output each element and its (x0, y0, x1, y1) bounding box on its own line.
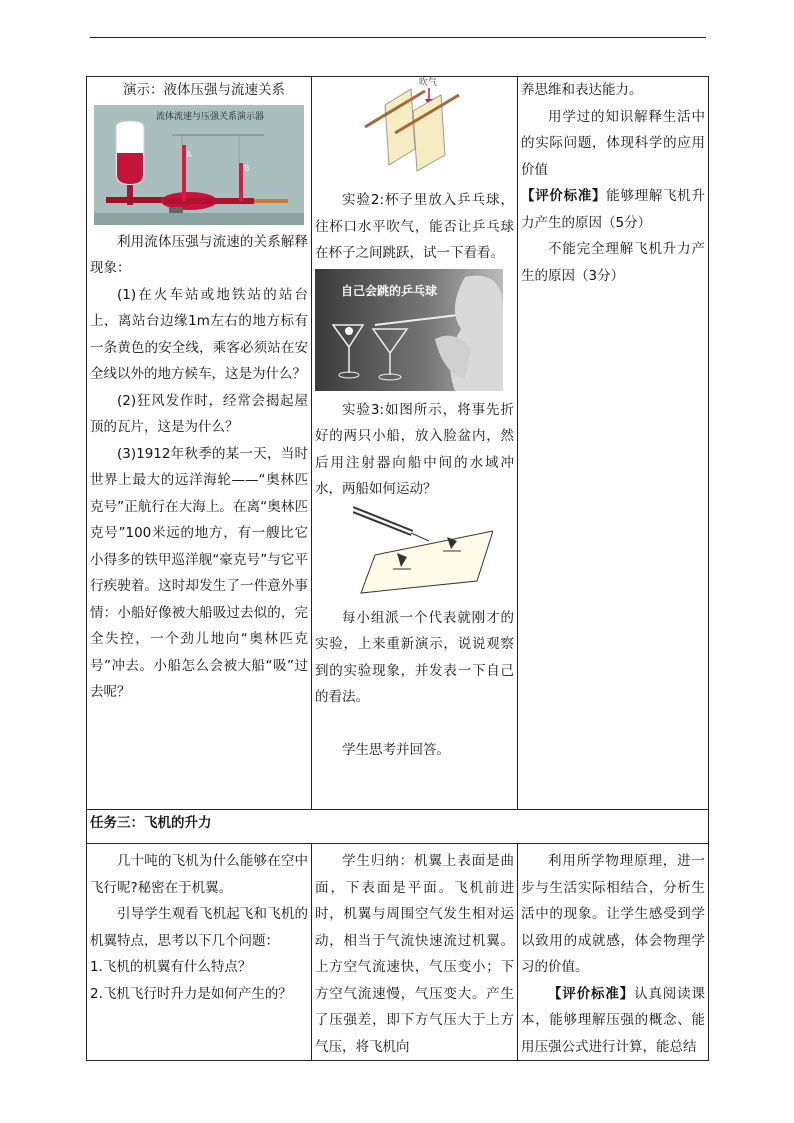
wing-question-1: 1.飞机的机翼有什么特点？ (90, 959, 252, 975)
wing-intro: 几十吨的飞机为什么能够在空中飞行呢?秘密在于机翼。 (90, 853, 308, 896)
evaluation-2: 不能完全理解飞机升力产生的原因（3分） (521, 241, 705, 284)
wing-question-2: 2.飞机飞行时升力是如何产生的？ (90, 985, 292, 1002)
activity-cell (87, 844, 312, 1061)
demo-title: 演示：液体压强与流速关系 (123, 82, 285, 98)
lesson-table (86, 76, 709, 1061)
demo-label-a: A (186, 149, 192, 159)
question-1: (1)在火车站或地铁站的站台上，离站台边缘1m左右的地方标有一条黄色的安全线，乘客必须站在安全线以外的地方候车，这是为什么？ (90, 286, 308, 382)
demo-label-b: B (244, 163, 250, 173)
paper-blow-image (345, 77, 485, 187)
intent-line-1: 养思维和表达能力。 (521, 82, 643, 98)
guide-text: 引导学生观看飞机起飞和飞机的机翼特点，思考以下几个问题： (90, 906, 308, 949)
task-heading: 任务三：飞机的升力 (87, 810, 709, 844)
evaluation-text: 认真阅读课本，能够理解压强的概念、能用压强公式进行计算，能总结 (521, 985, 706, 1055)
boats-image (353, 503, 493, 595)
experiment-2: 实验2:杯子里放入乒乓球，往杯口水平吹气，能否让乒乓球在杯子之间跳跃，试一下看看。 (315, 192, 514, 261)
intent-line-2: 用学过的知识解释生活中的实际问题，体现科学的应用价值 (521, 108, 705, 178)
experiment-3: 实验3:如图所示，将事先折好的两只小船，放入脸盆内，然后用注射器向船中间的水域冲水，两船如何运动？ (315, 401, 514, 497)
student-cell (312, 77, 518, 810)
activity-cell (87, 77, 312, 810)
student-think: 学生思考并回答。 (342, 741, 450, 758)
pingpong-caption: 自己会跳的乒乓球 (341, 283, 438, 298)
question-2: (2)狂风发作时，经常会揭起屋顶的瓦片，这是为什么？ (90, 392, 308, 435)
design-intent-cell (518, 844, 709, 1061)
table-row (87, 844, 709, 1061)
student-summary: 学生归纳：机翼上表面是曲面，下表面是平面。飞机前进时，机翼与周围空气发生相对运动，相当于气流快速流过机翼。上方空气流速快，气压变小；下方空气流速慢，气压变大。产生了压强差，即下方气压大于上方气压，将飞机向 (315, 853, 514, 1055)
evaluation-tag: 【评价标准】 (521, 188, 607, 204)
evaluation-tag: 【评价标准】 (548, 985, 635, 1002)
pressure-demo-image (94, 105, 304, 225)
pingpong-image (315, 269, 503, 391)
group-report: 每小组派一个代表就刚才的实验，上来重新演示，说说观察到的实验现象，并发表一下自己的看法。 (315, 609, 514, 705)
blow-label: 吹气 (418, 78, 437, 88)
evaluation-1 (521, 183, 705, 236)
header-rule (90, 37, 706, 38)
question-3: (3)1912年秋季的某一天，当时世界上最大的远洋海轮——“奥林匹克号”正航行在大海上。在离“奥林匹克号”100米远的地方，有一艘比它小得多的铁甲巡洋舰“豪克号”与它平行疾驶着。这时却发生了一件意外事情：小船好像被大船吸过去似的，完全失控，一个劲儿地向“奥林匹克号”冲去。小船怎么会被大船“吸”过去呢？ (90, 445, 308, 700)
demo-caption: 流体流速与压强关系演示器 (156, 111, 265, 122)
intent-text: 利用所学物理原理，进一步与生活实际相结合，分析生活中的现象。让学生感受到学以致用的成就感，体会物理学习的价值。 (521, 853, 705, 975)
table-row (87, 810, 709, 844)
intro-text: 利用流体压强与流速的关系解释现象： (90, 233, 308, 276)
design-intent-cell (518, 77, 709, 810)
evaluation-3 (521, 981, 705, 1061)
student-cell (312, 844, 518, 1061)
evaluation-text: 能够理解飞机升力产生的原因（5分） (521, 188, 705, 231)
table-row (87, 77, 709, 810)
